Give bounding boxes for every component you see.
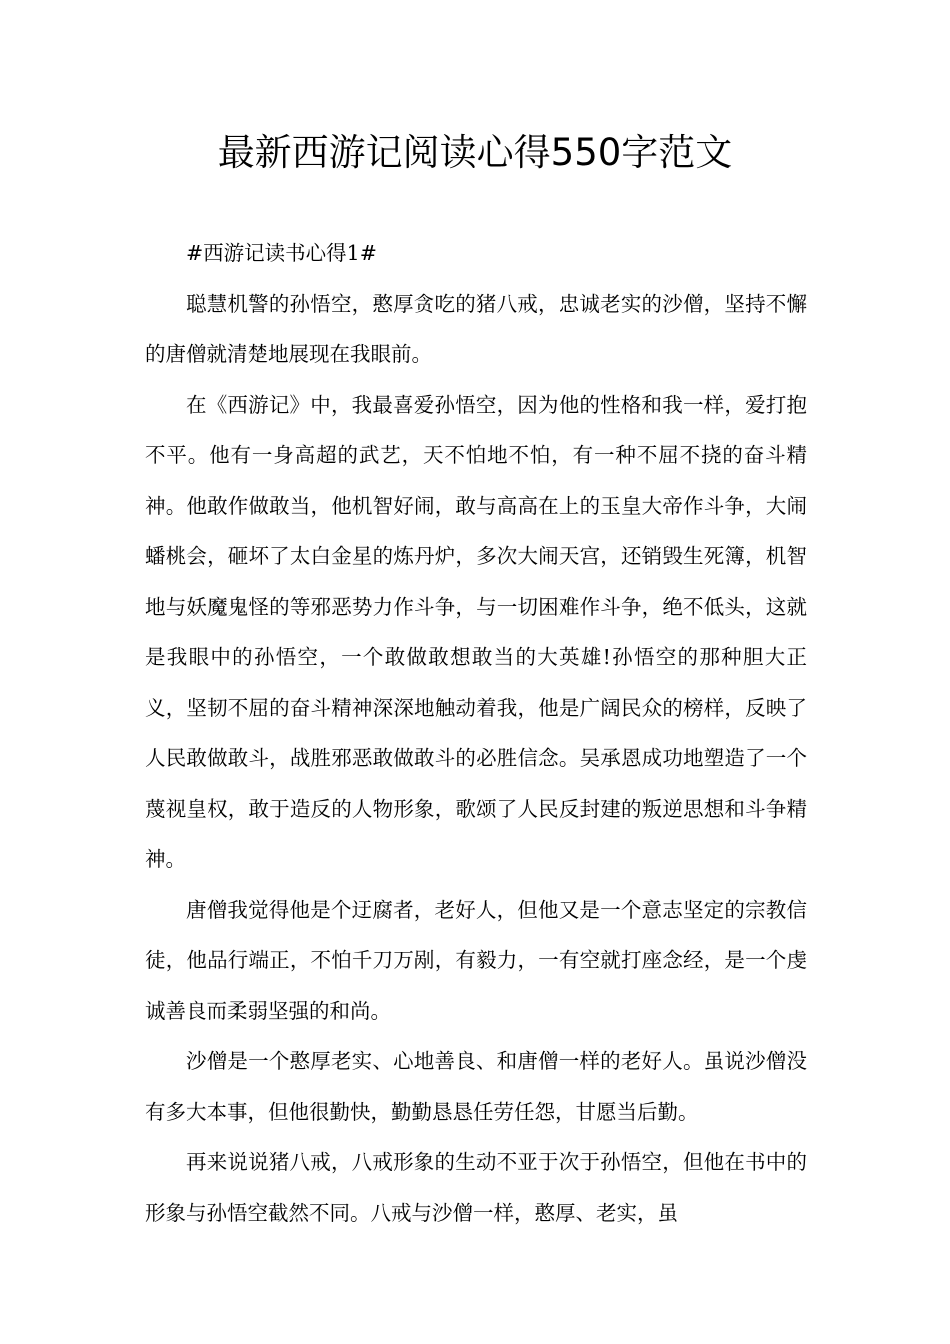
paragraph: 沙僧是一个憨厚老实、心地善良、和唐僧一样的老好人。虽说沙僧没有多大本事，但他很勤快，勤勤恳恳任劳任怨，甘愿当后勤。 (145, 1049, 807, 1124)
paragraph: 在《西游记》中，我最喜爱孙悟空，因为他的性格和我一样，爱打抱不平。他有一身高超的武艺，天不怕地不怕，有一种不屈不挠的奋斗精神。他敢作做敢当，他机智好闹，敢与高高在上的玉皇大帝作斗争，大闹蟠桃会，砸坏了太白金星的炼丹炉，多次大闹天宫，还销毁生死簿，机智地与妖魔鬼怪的等邪恶势力作斗争，与一切困难作斗争，绝不低头，这就是我眼中的孙悟空，一个敢做敢想敢当的大英雄!孙悟空的那种胆大正义，坚韧不屈的奋斗精神深深地触动着我，他是广阔民众的榜样，反映了人民敢做敢斗，战胜邪恶敢做敢斗的必胜信念。吴承恩成功地塑造了一个蔑视皇权，敢于造反的人物形象，歌颂了人民反封建的叛逆思想和斗争精神。 (145, 392, 807, 871)
section-heading: #西游记读书心得1# (186, 241, 377, 265)
paragraph: 聪慧机警的孙悟空，憨厚贪吃的猪八戒，忠诚老实的沙僧，坚持不懈的唐僧就清楚地展现在我眼前。 (145, 291, 807, 366)
paragraph: 再来说说猪八戒，八戒形象的生动不亚于次于孙悟空，但他在书中的形象与孙悟空截然不同。八戒与沙僧一样，憨厚、老实，虽 (145, 1150, 807, 1225)
paragraph: 唐僧我觉得他是个迂腐者，老好人，但他又是一个意志坚定的宗教信徒，他品行端正，不怕千刀万剐，有毅力，一有空就打座念经，是一个虔诚善良而柔弱坚强的和尚。 (145, 897, 807, 1023)
document-title: 最新西游记阅读心得550字范文 (217, 131, 733, 174)
document-body (145, 228, 807, 1238)
